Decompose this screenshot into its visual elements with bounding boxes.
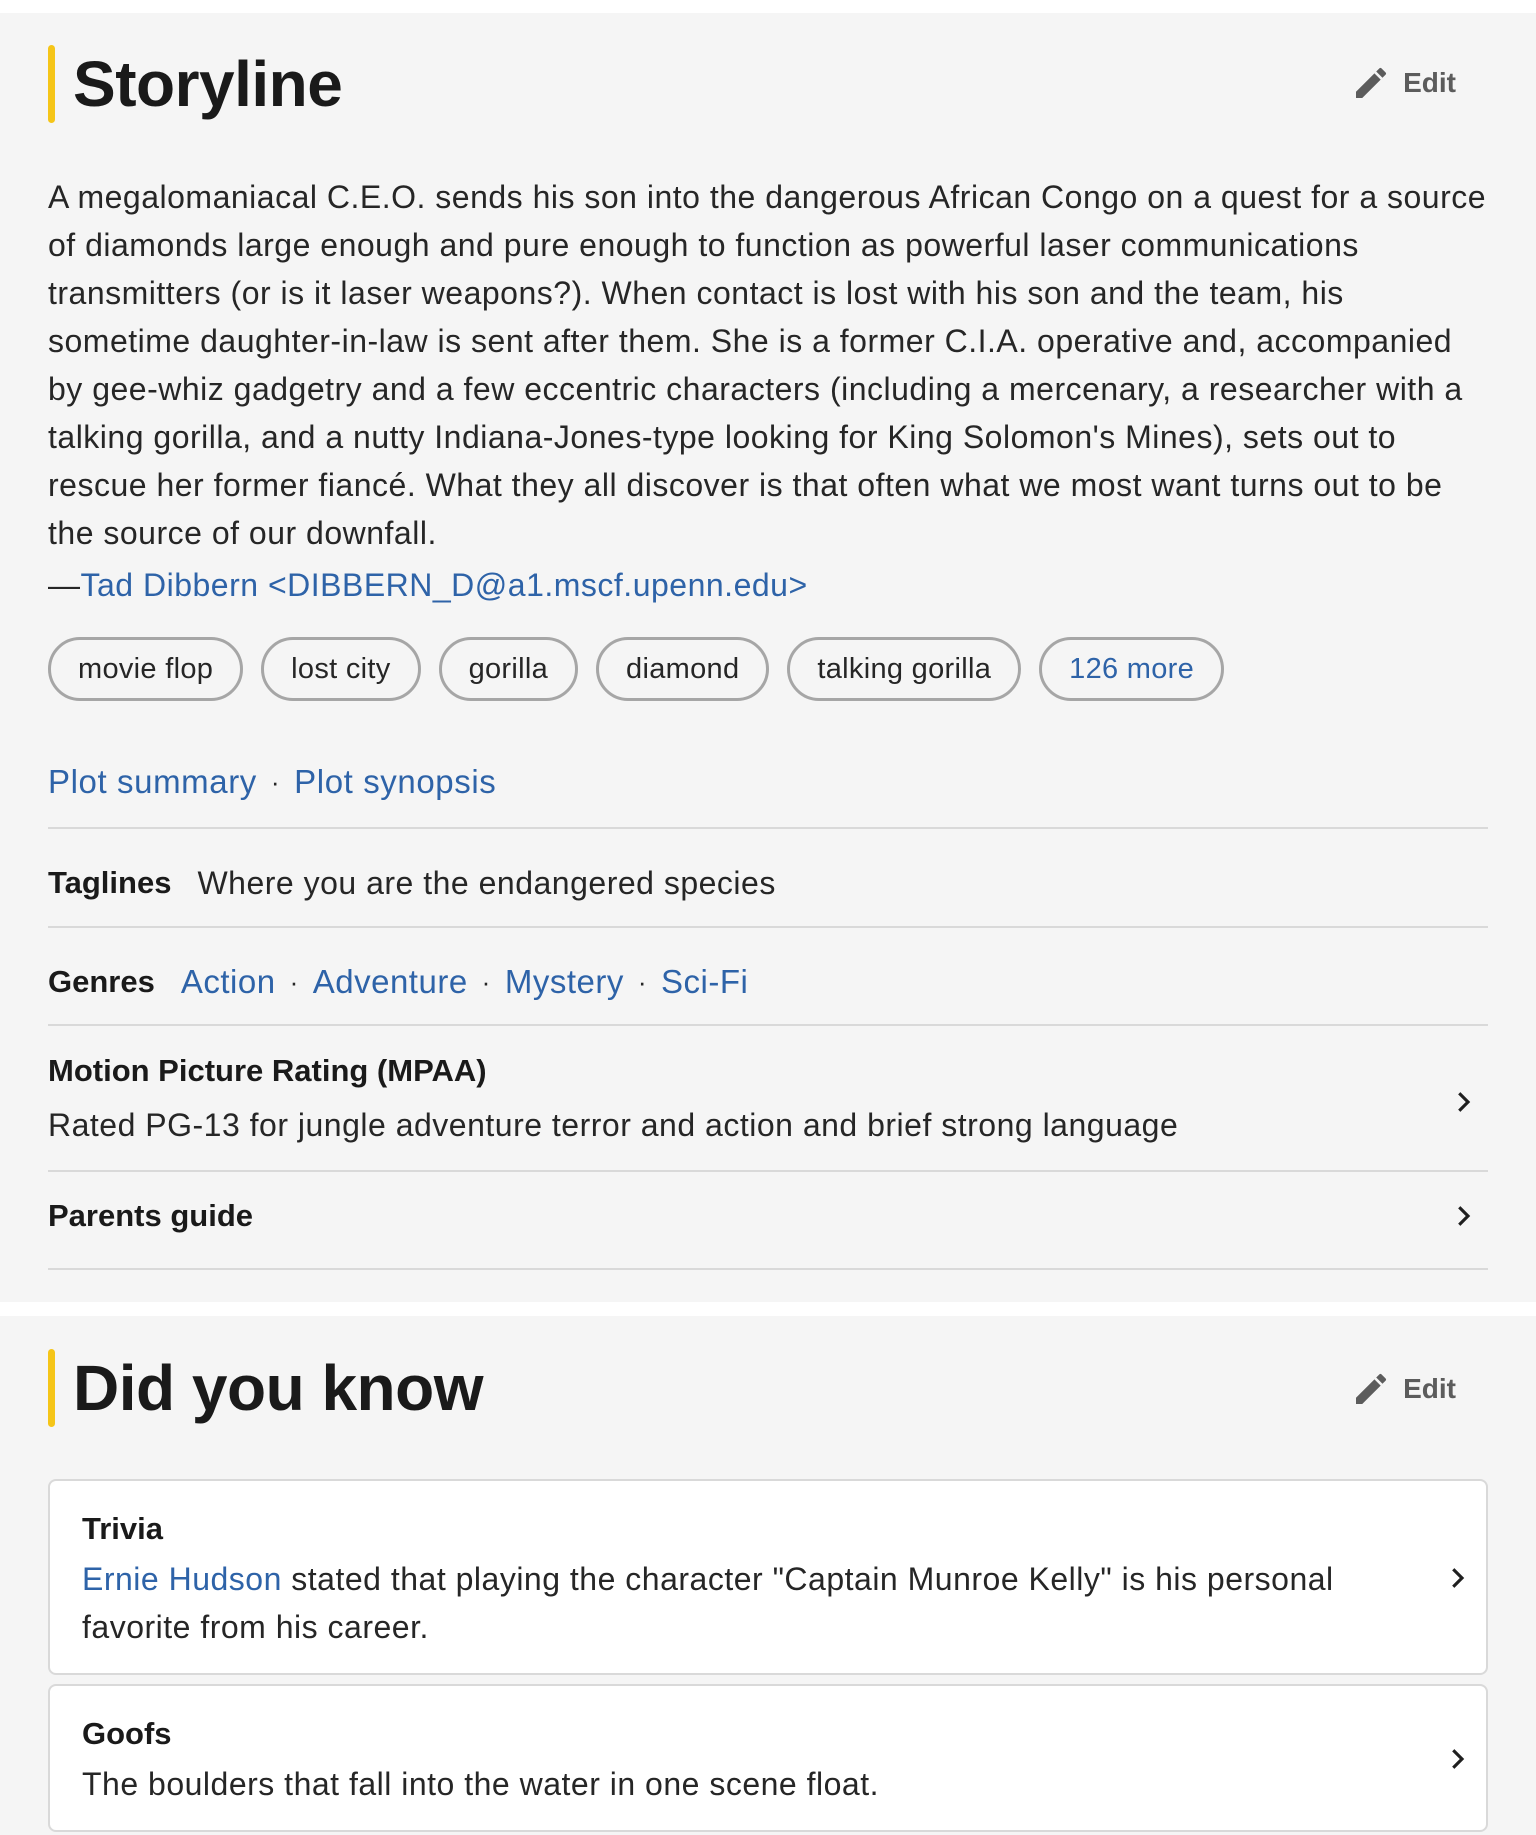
pencil-icon [1351, 1369, 1391, 1409]
genres-list [181, 963, 749, 1001]
chevron-right-icon [1448, 1201, 1478, 1231]
taglines-value: Where you are the endangered species [197, 864, 776, 901]
goofs-title: Goofs [82, 1716, 172, 1751]
genre-link-adventure[interactable]: Adventure [312, 963, 468, 1000]
trivia-text: stated that playing the character "Captain Munroe Kelly" is his personal favorite from his career. [82, 1561, 1334, 1645]
chevron-right-icon [1442, 1744, 1472, 1774]
plot-text: A megalomaniacal C.E.O. sends his son into the dangerous African Congo on a quest for a source of diamonds large enough and pure enough to function as powerful laser communications transmitters (or is it laser weapons?). When contact is lost with his son and the team, his sometime daughter-in-law is sent after them. She is a former C.I.A. operative and, accompanied by gee-whiz gadgetry and a few eccentric characters (including a mercenary, a researcher with a talking gorilla, and a nutty Indiana-Jones-type looking for King Solomon's Mines), sets out to rescue her former fiancé. What they all discover is that often what we most want turns out to be the source of our downfall. [48, 179, 1487, 551]
trivia-card[interactable] [48, 1479, 1488, 1675]
storyline-heading [48, 45, 342, 123]
edit-did-you-know-button[interactable] [1351, 1369, 1456, 1409]
accent-bar [48, 1349, 55, 1427]
goofs-body: The boulders that fall into the water in one scene float. [82, 1766, 879, 1802]
chevron-right-icon [1442, 1563, 1472, 1593]
keyword-chip[interactable]: gorilla [439, 637, 578, 701]
parents-guide-label: Parents guide [48, 1198, 253, 1233]
chevron-right-icon [1448, 1087, 1478, 1117]
keyword-chip[interactable]: talking gorilla [787, 637, 1021, 701]
taglines-label: Taglines [48, 865, 172, 900]
keyword-chip[interactable]: lost city [261, 637, 420, 701]
mpaa-row[interactable] [48, 1053, 1488, 1144]
storyline-section [0, 13, 1536, 1302]
plot-links [48, 763, 496, 801]
trivia-body [82, 1555, 1372, 1651]
trivia-title: Trivia [82, 1511, 163, 1546]
did-you-know-heading [48, 1349, 483, 1427]
separator: · [289, 966, 299, 997]
mpaa-label: Motion Picture Rating (MPAA) [48, 1053, 487, 1088]
divider [48, 1268, 1488, 1270]
edit-label: Edit [1403, 67, 1456, 98]
separator: · [270, 766, 281, 797]
section-title: Did you know [73, 1352, 483, 1424]
genre-link-mystery[interactable]: Mystery [504, 963, 624, 1000]
edit-storyline-button[interactable] [1351, 63, 1456, 103]
plot-author [48, 561, 808, 609]
parents-guide-row[interactable] [48, 1196, 1488, 1236]
genres-label: Genres [48, 964, 155, 999]
accent-bar [48, 45, 55, 123]
keyword-chip[interactable]: movie flop [48, 637, 243, 701]
divider [48, 926, 1488, 928]
did-you-know-section [0, 1316, 1536, 1835]
genre-link-scifi[interactable]: Sci-Fi [661, 963, 749, 1000]
author-prefix: — [48, 567, 81, 603]
divider [48, 827, 1488, 829]
genre-link-action[interactable]: Action [180, 963, 276, 1000]
keyword-chips [48, 637, 1224, 701]
divider [48, 1170, 1488, 1172]
goofs-card[interactable] [48, 1684, 1488, 1832]
plot-synopsis-link[interactable]: Plot synopsis [294, 763, 497, 800]
section-title: Storyline [73, 48, 343, 120]
pencil-icon [1351, 63, 1391, 103]
genres-row [48, 963, 1488, 1001]
more-keywords-chip[interactable]: 126 more [1039, 637, 1224, 701]
edit-label: Edit [1403, 1373, 1456, 1404]
trivia-person-link[interactable]: Ernie Hudson [82, 1561, 282, 1597]
author-link[interactable]: Tad Dibbern <DIBBERN_D@a1.mscf.upenn.edu> [80, 567, 808, 603]
separator: · [481, 966, 491, 997]
mpaa-value: Rated PG-13 for jungle adventure terror and action and brief strong language [48, 1107, 1179, 1143]
plot-summary-link[interactable]: Plot summary [48, 763, 257, 800]
separator: · [637, 966, 648, 997]
taglines-row[interactable] [48, 865, 1488, 901]
keyword-chip[interactable]: diamond [596, 637, 769, 701]
divider [48, 1024, 1488, 1026]
